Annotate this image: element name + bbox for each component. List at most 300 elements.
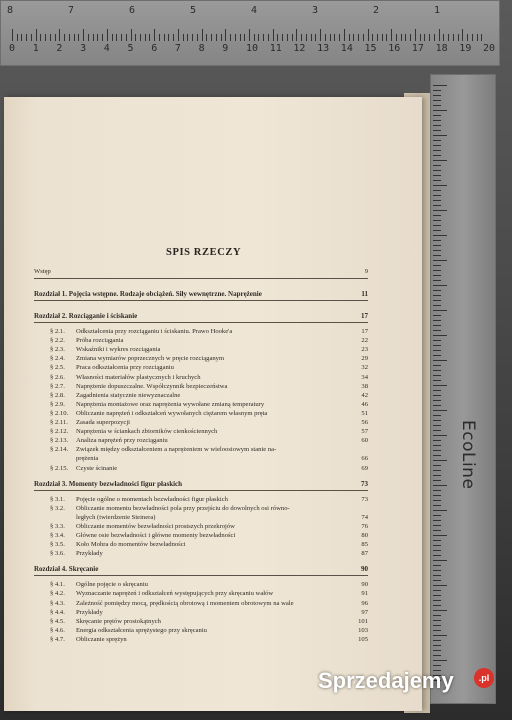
ruler-tick [433,345,441,346]
ruler-tick [433,385,447,386]
ruler-tick [433,185,447,186]
ruler-tick [433,425,441,426]
ruler-tick [433,545,441,546]
toc-entry-label: Przykłady [76,550,103,558]
ruler-tick [433,660,447,661]
toc-entry-label: Zależność pomiędzy mocą, prędkością obrotową i momentem obrotowym na wale [76,599,294,607]
ruler-tick [433,330,441,331]
ruler-tick [433,595,441,596]
ruler-tick [433,315,441,316]
ruler-number: 4 [103,43,110,54]
ruler-tick [320,29,321,41]
toc-divider [34,575,368,576]
ruler-number: 3 [80,43,87,54]
ruler-tick [202,29,203,41]
ruler-tick [433,475,441,476]
ruler-number: 6 [129,5,136,16]
ruler-tick [433,280,441,281]
ruler-tick [93,34,94,41]
ruler-tick [433,205,441,206]
toc-section-number: § 2.5. [50,364,65,372]
ruler-tick [433,105,441,106]
ruler-number: 5 [127,43,134,54]
ruler-tick [462,29,463,41]
toc-entry-label: Zmiana wymiarów poprzecznych w pręcie rozciąganym [76,355,225,363]
ruler-tick [17,34,18,41]
ruler-number: 13 [317,43,330,54]
toc-page-number: 74 [361,513,368,521]
ruler-tick [183,34,184,41]
ruler-tick [339,34,340,41]
ruler-tick [396,34,397,41]
ruler-tick [325,34,326,41]
toc-entry-label: Zasada superpozycji [76,419,131,426]
ruler-tick [433,605,441,606]
ruler-tick [36,29,37,41]
ruler-tick [221,34,222,41]
ruler-number: 7 [174,43,181,54]
toc-page-number: 69 [361,464,368,472]
ruler-number: 11 [269,43,282,54]
ruler-tick [244,34,245,41]
toc-page-number: 32 [361,364,368,372]
ruler-tick [433,635,447,636]
ruler-tick [433,310,447,311]
ruler-tick [433,525,441,526]
ruler-tick [306,34,307,41]
ruler-number: 15 [364,43,377,54]
toc-page-number: 101 [358,617,368,625]
ruler-tick [433,140,441,141]
ruler-tick [330,34,331,41]
ruler-tick [249,29,250,41]
toc-page-number: 11 [361,290,368,298]
toc-section-number: § 2.8. [50,391,65,399]
ruler-number: 17 [411,43,424,54]
ruler-number: 7 [68,5,75,16]
toc-divider [34,490,368,491]
toc-section-number: § 4.6. [50,626,65,634]
ruler-tick [467,34,468,41]
ruler-tick [187,34,188,41]
toc-entry-label: Próba rozciągania [76,337,124,345]
toc-section-number: § 3.1. [50,495,65,503]
ruler-tick [83,29,84,41]
ruler-tick [433,305,441,306]
toc-page-number: 34 [361,373,368,381]
ruler-tick [433,175,441,176]
toc-section-number: § 2.4. [50,355,65,363]
ruler-tick [433,515,441,516]
toc-section-number: § 4.7. [50,635,65,643]
ruler-number: 10 [246,43,259,54]
ruler-tick [433,505,441,506]
watermark-text: Sprzedajemy [318,668,454,693]
ruler-tick [433,250,441,251]
ruler-tick [40,34,41,41]
ruler-number: 8 [7,5,14,16]
ruler-tick [433,220,441,221]
ruler-tick [353,34,354,41]
toc-entry-label: Praca odkształcenia przy rozciąganiu [76,364,174,372]
toc-entry-continuation: ległych (twierdzenie Steinera) [76,513,156,521]
ruler-tick [12,29,13,41]
toc-page-number: 23 [361,346,368,354]
ruler-tick [433,440,441,441]
ruler-number: 2 [56,43,63,54]
ruler-number: 5 [190,5,197,16]
ruler-tick [206,34,207,41]
ruler-tick [433,555,441,556]
ruler-tick [433,415,441,416]
ruler-tick [116,34,117,41]
ruler-tick [433,570,441,571]
ruler-number: 19 [459,43,472,54]
ruler-tick [377,34,378,41]
ruler-tick [386,34,387,41]
ruler-tick [433,560,447,561]
ruler-tick [433,600,441,601]
ruler-number: 18 [435,43,448,54]
ruler-tick [433,585,447,586]
ruler-tick [410,34,411,41]
toc-page-number: 90 [361,581,368,589]
toc-entry-label: Wyznaczanie naprężeń i odkształceń występujących przy skręcaniu wałów [76,590,274,598]
ruler-number: 3 [312,5,319,16]
ruler-tick [21,34,22,41]
ruler-tick [254,34,255,41]
ruler-tick [112,34,113,41]
ruler-tick [216,34,217,41]
ruler-tick [433,210,447,211]
ruler-tick [424,34,425,41]
toc-section-number: § 2.13. [50,437,69,445]
toc-page-number: 56 [361,419,368,426]
toc-page-number: 97 [361,608,368,616]
toc-page-number: 85 [361,541,368,549]
ruler-number: 9 [222,43,229,54]
ruler-tick [334,34,335,41]
ruler-tick [433,295,441,296]
toc-entry-label: Obliczanie momentów bezwładności prostszych przekrojów [76,522,235,530]
ruler-tick [178,29,179,41]
ruler-tick [292,34,293,41]
toc-entry-label: Rozdział 4. Skręcanie [34,565,99,574]
ruler-tick [372,34,373,41]
ruler-tick [358,34,359,41]
toc-section-number: § 2.7. [50,382,65,390]
ruler-tick [433,395,441,396]
ruler-tick [433,95,441,96]
ruler-tick [433,225,441,226]
ruler-tick [433,115,441,116]
ruler-tick [433,470,441,471]
ruler-tick [192,34,193,41]
ruler-tick [433,235,447,236]
ruler-tick [433,540,441,541]
ruler-tick [391,29,392,41]
ruler-tick [433,365,441,366]
ruler-tick [472,34,473,41]
ruler-tick [433,340,441,341]
side-ruler [430,74,496,704]
ruler-tick [433,510,447,511]
ruler-tick [315,34,316,41]
toc-section-number: § 2.3. [50,346,65,354]
toc-page-number: 91 [361,590,368,598]
toc-page-number: 96 [361,599,368,607]
ruler-tick [55,34,56,41]
ruler-tick [433,150,441,151]
ruler-tick [433,100,441,101]
toc-section-number: § 3.4. [50,532,65,539]
ruler-tick [433,645,441,646]
toc-page-number: 105 [358,635,368,643]
ruler-tick [433,530,441,531]
ruler-tick [433,275,441,276]
ruler-tick [433,125,441,126]
ruler-number: 16 [388,43,401,54]
ruler-number: 1 [32,43,39,54]
ruler-tick [433,190,441,191]
toc-page-number: 73 [361,479,368,488]
toc-page-number: 76 [361,522,368,530]
ruler-tick [433,165,441,166]
ruler-tick [433,355,441,356]
ruler-tick [433,450,441,451]
ruler-tick [433,550,441,551]
ruler-tick [433,110,447,111]
ruler-tick [433,320,441,321]
ruler-tick [439,29,440,41]
toc-section-number: § 2.15. [50,464,69,472]
ruler-tick [31,34,32,41]
toc-entry-label: Zagadnienia statycznie niewyznaczalne [76,391,181,399]
toc-section-number: § 3.6. [50,550,65,558]
ruler-tick [433,90,441,91]
toc-section-number: § 3.3. [50,522,65,530]
ruler-tick [433,325,441,326]
ruler-tick [433,270,441,271]
toc-page-number: 42 [361,391,368,399]
ruler-tick [235,34,236,41]
toc-entry-label: Naprężenie dopuszczalne. Współczynnik bezpieczeństwa [76,382,228,390]
ruler-tick [45,34,46,41]
toc-section-number: § 2.1. [50,328,65,335]
ruler-tick [277,34,278,41]
ruler-tick [420,34,421,41]
ruler-tick [140,34,141,41]
ruler-tick [135,34,136,41]
toc-section-number: § 4.5. [50,617,65,625]
toc-page-number: 46 [361,400,368,408]
ruler-number: 0 [9,43,16,54]
toc-entry-label: Analiza naprężeń przy rozciąganiu [76,437,168,445]
ruler-tick [433,420,441,421]
ruler-tick [433,405,441,406]
ruler-tick [433,350,441,351]
toc-section-number: § 4.3. [50,599,65,607]
ruler-tick [107,29,108,41]
ruler-tick [433,465,441,466]
ruler-tick [433,230,441,231]
watermark-suffix: .pl [478,673,490,683]
ruler-tick [433,445,441,446]
toc-section-number: § 2.11. [50,419,68,426]
toc-divider [34,278,368,279]
toc-section-number: § 4.4. [50,608,65,616]
ruler-tick [433,485,447,486]
ruler-tick [433,480,441,481]
ruler-tick [433,145,441,146]
ruler-tick [263,34,264,41]
ruler-tick [26,34,27,41]
ruler-tick [433,535,447,536]
ruler-tick [433,520,441,521]
ruler-tick [145,34,146,41]
ruler-tick [433,155,441,156]
toc-section-number: § 3.5. [50,541,65,549]
ruler-tick [433,565,441,566]
toc-section-number: § 2.14. [50,446,69,454]
toc-page-number: 87 [361,550,368,558]
ruler-tick [433,575,441,576]
ruler-tick [273,29,274,41]
toc-section-number: § 4.1. [50,581,65,589]
ruler-tick [433,490,441,491]
toc-entry-label: Skręcanie prętów prostokątnych [76,617,161,625]
ruler-tick [443,34,444,41]
ruler-tick [453,34,454,41]
ruler-tick [50,34,51,41]
ruler-tick [433,390,441,391]
ruler-tick [154,29,155,41]
ruler-tick [97,34,98,41]
ruler-tick [230,34,231,41]
ruler-number: 12 [293,43,306,54]
ruler-tick [405,34,406,41]
ruler-tick [344,29,345,41]
ruler-tick [433,245,441,246]
toc-entry-label: Obliczanie sprężyn [76,635,127,643]
ruler-tick [74,34,75,41]
toc-entry-label: Przykłady [76,608,103,616]
toc-entry-label: Własności materiałów plastycznych i kruchych [76,373,201,381]
ruler-tick [433,370,441,371]
ruler-tick [433,160,447,161]
ruler-tick [282,34,283,41]
ruler-number: 2 [373,5,380,16]
ruler-tick [434,34,435,41]
ruler-tick [433,640,441,641]
ruler-tick [433,290,441,291]
ruler-tick [240,34,241,41]
ruler-tick [433,85,447,86]
toc-page-number: 38 [361,382,368,390]
ruler-tick [433,435,447,436]
toc-entry-label: Obliczanie naprężeń i odkształceń wywołanych ciężarem własnym pręta [76,409,268,417]
ruler-tick [429,34,430,41]
toc-entry-label: Naprężenia w ściankach zbiorników cienkościennych [76,428,218,436]
ruler-tick [433,430,441,431]
ruler-tick [64,34,65,41]
ruler-tick [433,260,447,261]
toc-page-number: 80 [361,532,368,539]
ruler-tick [102,34,103,41]
toc-title: SPIS RZECZY [166,247,242,258]
toc-entry-label: Energia odkształcenia sprężystego przy skręcaniu [76,626,207,634]
toc-entry-label: Główne osie bezwładności i główne momenty bezwładności [76,532,236,539]
ruler-tick [121,34,122,41]
ruler-tick [296,29,297,41]
ruler-tick [433,580,441,581]
ruler-tick [433,665,441,666]
ruler-tick [433,380,441,381]
watermark-badge [474,668,494,688]
toc-page-number: 17 [361,328,368,335]
ruler-number: 4 [251,5,258,16]
toc-entry-label: Czyste ścinanie [76,464,118,472]
ruler-number: 1 [434,5,441,16]
ruler-tick [433,655,441,656]
ruler-tick [301,34,302,41]
toc-entry-label: Rozdział 2. Rozciąganie i ściskanie [34,312,138,320]
ruler-tick [168,34,169,41]
ruler-tick [401,34,402,41]
toc-section-number: § 2.6. [50,373,65,381]
toc-entry-label: Pojęcie ogólne o momentach bezwładności figur płaskich [76,495,228,503]
ruler-tick [433,400,441,401]
ruler-brand: EcoLine [458,420,478,490]
toc-entry-label: Rozdział 1. Pojęcia wstępne. Rodzaje obciążeń. Siły wewnętrzne. Naprężenie [34,290,262,298]
ruler-number: 20 [483,43,496,54]
ruler-tick [433,455,441,456]
toc-entry-label: Rozdział 3. Momenty bezwładności figur płaskich [34,479,183,488]
ruler-tick [433,630,441,631]
ruler-tick [149,34,150,41]
toc-section-number: § 2.12. [50,428,69,436]
ruler-tick [433,500,441,501]
ruler-number: 14 [340,43,353,54]
ruler-number: 8 [198,43,205,54]
toc-section-number: § 2.9. [50,400,65,408]
ruler-tick [287,34,288,41]
watermark-logo [318,668,454,694]
ruler-tick [433,135,447,136]
ruler-tick [88,34,89,41]
ruler-tick [433,625,441,626]
ruler-tick [415,29,416,41]
ruler-tick [164,34,165,41]
ruler-tick [433,360,447,361]
ruler-tick [173,34,174,41]
ruler-tick [382,34,383,41]
toc-entry-label: Obliczanie momentu bezwładności pola przy przejściu do dowolnych osi równo- [76,504,290,512]
ruler-tick [433,170,441,171]
ruler-tick [458,34,459,41]
toc-page-number: 103 [358,626,368,634]
ruler-tick [433,240,441,241]
ruler-tick [69,34,70,41]
ruler-tick [433,650,441,651]
toc-page-number: 51 [361,409,368,417]
toc-entry-label: Naprężenia montażowe oraz naprężenia wywołane zmianą temperatury [76,400,265,408]
ruler-tick [268,34,269,41]
ruler-tick [433,620,441,621]
ruler-tick [258,34,259,41]
toc-page-number: 73 [361,495,368,503]
ruler-tick [126,34,127,41]
